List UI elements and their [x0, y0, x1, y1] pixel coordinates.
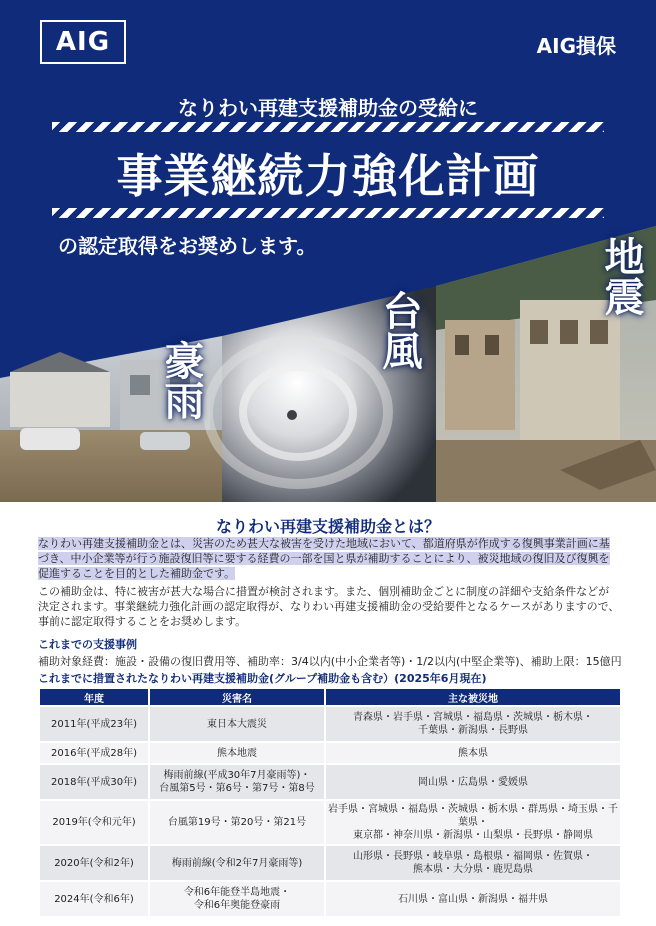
column-header: 災害名 — [150, 689, 324, 705]
cell-area: 山形県・長野県・岐阜県・島根県・福岡県・佐賀県・ 熊本県・大分県・鹿児島県 — [326, 846, 620, 880]
cell-area: 岩手県・宮城県・福島県・茨城県・栃木県・群馬県・埼玉県・千葉県・ 東京都・神奈川県・新潟県・山梨県・長野県・静岡県 — [326, 801, 620, 844]
cell-disaster: 梅雨前線(平成30年7月豪雨等)・ 台風第5号・第6号・第7号・第8号 — [150, 765, 324, 799]
table-row — [40, 743, 620, 763]
column-header: 主な被災地 — [326, 689, 620, 705]
stripe-divider-top — [52, 122, 604, 132]
cell-year: 2018年(平成30年) — [40, 765, 148, 799]
cell-disaster: 令和6年能登半島地震・ 令和6年奥能登豪雨 — [150, 882, 324, 916]
column-header: 年度 — [40, 689, 148, 705]
cell-year: 2019年(令和元年) — [40, 801, 148, 844]
table-row — [40, 801, 620, 844]
support-cases-table — [38, 687, 622, 918]
label-heavy-rain: 豪雨 — [158, 340, 204, 420]
cases-detail: 補助対象経費：施設・設備の復旧費用等、補助率：3/4以内(中小企業者等)・1/2以内(中堅企業等)、補助上限：15億円 — [38, 655, 622, 668]
cell-year: 2011年(平成23年) — [40, 707, 148, 741]
about-paragraph-2: この補助金は、特に被害が甚大な場合に措置が検討されます。また、個別補助金ごとに制度の詳細や支給条件などが決定されます。事業継続力強化計画の認定取得が、なりわい再建支援補助金の受給要件となるケースがありますので、事前に認定取得することをお奨めします。 — [38, 585, 620, 628]
highlighted-text: なりわい再建支援補助金とは、災害のため甚大な被害を受けた地域において、都道府県が作成する復興事業計画に基づき、中小企業等が行う施設復旧等に要する経費の一部を国と県が補助することにより、被災地域の復旧及び復興を促進することを目的とした補助金です。 — [38, 537, 610, 580]
cell-year: 2020年(令和2年) — [40, 846, 148, 880]
label-earthquake: 地震 — [598, 236, 644, 316]
cell-area: 熊本県 — [326, 743, 620, 763]
table-heading: これまでに措置されたなりわい再建支援補助金(グループ補助金も含む）(2025年6月現在) — [38, 672, 487, 685]
subtitle-top: なりわい再建支援補助金の受給に — [178, 96, 478, 120]
table-row — [40, 882, 620, 916]
label-typhoon: 台風 — [376, 290, 422, 370]
main-title: 事業継続力強化計画 — [116, 149, 540, 203]
cell-disaster: 台風第19号・第20号・第21号 — [150, 801, 324, 844]
cases-heading: これまでの支援事例 — [38, 638, 137, 651]
brand-name: AIG損保 — [536, 34, 616, 58]
info-section — [28, 508, 628, 918]
cell-area: 石川県・富山県・新潟県・福井県 — [326, 882, 620, 916]
aig-logo: AIG — [40, 20, 126, 64]
table-row — [40, 707, 620, 741]
cell-year: 2016年(平成28年) — [40, 743, 148, 763]
cell-year: 2024年(令和6年) — [40, 882, 148, 916]
cell-area: 岡山県・広島県・愛媛県 — [326, 765, 620, 799]
cell-disaster: 東日本大震災 — [150, 707, 324, 741]
about-title: なりわい再建支援補助金とは？ — [215, 517, 440, 536]
table-header-row — [40, 689, 620, 705]
stripe-divider-bottom — [52, 208, 604, 218]
cell-area: 青森県・岩手県・宮城県・福島県・茨城県・栃木県・ 千葉県・新潟県・長野県 — [326, 707, 620, 741]
table-row — [40, 765, 620, 799]
subtitle-bottom: の認定取得をお奨めします。 — [58, 234, 317, 258]
cell-disaster: 梅雨前線(令和2年7月豪雨等) — [150, 846, 324, 880]
table-row — [40, 846, 620, 880]
about-paragraph-1 — [38, 536, 620, 581]
cell-disaster: 熊本地震 — [150, 743, 324, 763]
